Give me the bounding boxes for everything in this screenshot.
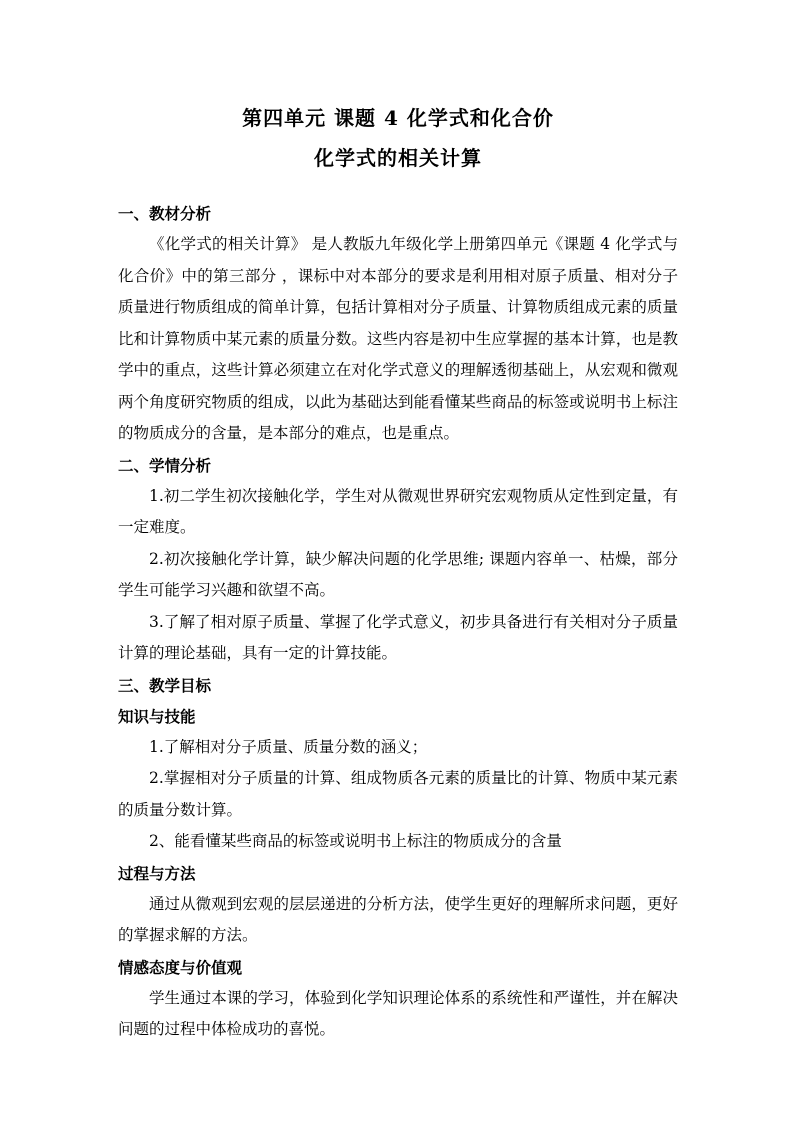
- document-title: 第四单元 课题 4 化学式和化合价: [242, 106, 554, 130]
- list-item-student-analysis-3: 3.了解了相对原子质量、掌握了化学式意义，初步具备进行有关相对分子质量计算的理论基础，具有一定的计算技能。: [118, 612, 678, 662]
- list-item-student-analysis-2: 2.初次接触化学计算，缺少解决问题的化学思维; 课题内容单一、枯燥，部分学生可能学习兴趣和欲望不高。: [118, 549, 678, 599]
- subheading-attitude-values: 情感态度与价值观: [118, 957, 243, 977]
- paragraph-attitude-values: 学生通过本课的学习，体验到化学知识理论体系的系统性和严谨性，并在解决问题的过程中体检成功的喜悦。: [118, 988, 678, 1038]
- list-item-knowledge-1: 1.了解相对分子质量、质量分数的涵义；: [149, 737, 428, 756]
- subheading-knowledge-skills: 知识与技能: [118, 706, 196, 726]
- section-heading-student-analysis: 二、学情分析: [118, 455, 212, 475]
- subheading-process-method: 过程与方法: [118, 863, 196, 883]
- spacer: [118, 176, 678, 198]
- list-item-knowledge-3: 2、能看懂某些商品的标签或说明书上标注的物质成分的含量: [149, 832, 562, 850]
- document-subtitle: 化学式的相关计算: [314, 146, 482, 170]
- document-page: [118, 100, 678, 1046]
- section-heading-teaching-goals: 三、教学目标: [118, 675, 212, 695]
- paragraph-textbook-analysis: 《化学式的相关计算》 是人教版九年级化学上册第四单元《课题 4 化学式与化合价》中的第三部分 ，课标中对本部分的要求是利用相对原子质量、相对分子质量进行物质组成的简单计算，包括计算相对分子质量、计算物质组成元素的质量比和计算物质中某元素的质量分数。这些内容是初中生应掌握的基本计算，也是教学中的重点，这些计算必须建立在对化学式意义的理解透彻基础上，从宏观和微观两个角度研究物质的组成，以此为基础达到能看懂某些商品的标签或说明书上标注的物质成分的含量，是本部分的难点，也是重点。: [118, 235, 678, 442]
- list-item-student-analysis-1: 1.初二学生初次接触化学，学生对从微观世界研究宏观物质从定性到定量，有一定难度。: [118, 486, 678, 536]
- list-item-knowledge-2: 2.掌握相对分子质量的计算、组成物质各元素的质量比的计算、物质中某元素的质量分数计算。: [118, 769, 678, 819]
- paragraph-process-method: 通过从微观到宏观的层层递进的分析方法，使学生更好的理解所求问题，更好的掌握求解的方法。: [118, 894, 678, 944]
- section-heading-textbook-analysis: 一、教材分析: [118, 204, 212, 223]
